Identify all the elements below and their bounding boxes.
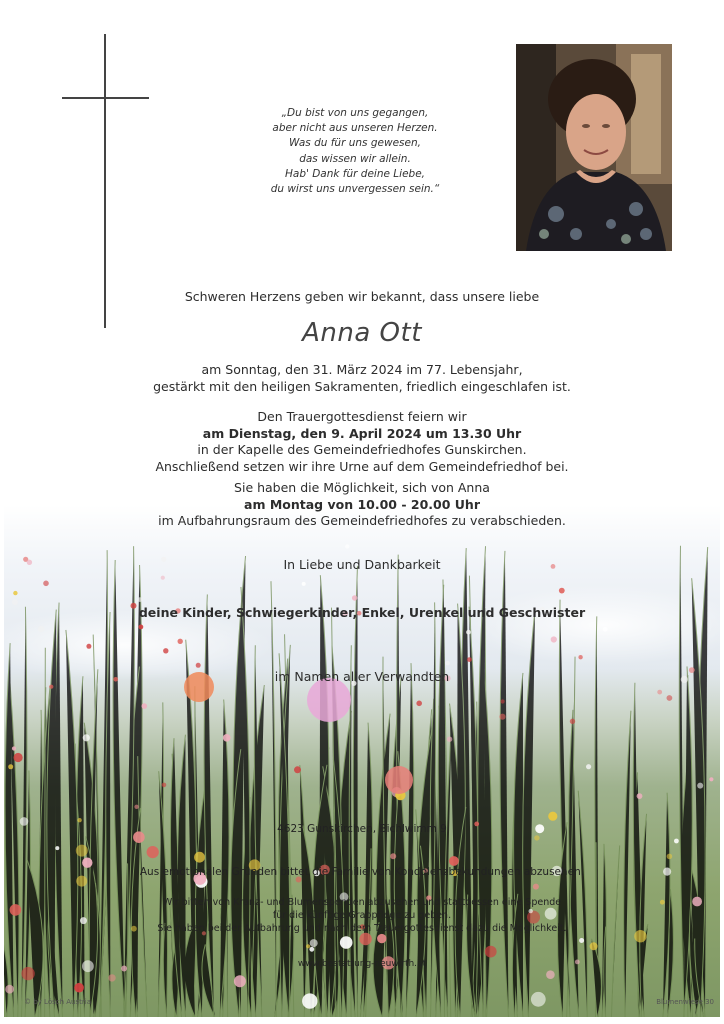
wildflower	[5, 985, 14, 994]
wildflower	[709, 777, 713, 781]
service-line: Den Trauergottesdienst feiern wir	[257, 409, 467, 424]
wildflower	[77, 818, 81, 822]
funeral-service	[0, 409, 724, 475]
wildflower	[377, 934, 386, 943]
wildflower	[548, 812, 557, 821]
wildflower	[637, 793, 643, 799]
poem-line: Was du für uns gewesen,	[289, 137, 421, 150]
wildflower	[340, 936, 353, 949]
memorial-poem	[250, 106, 460, 197]
family-line	[0, 605, 724, 622]
love-line	[0, 557, 724, 574]
wildflower-large	[385, 766, 413, 794]
wildflower	[533, 884, 539, 890]
cross-horizontal-bar	[62, 97, 149, 99]
wildflower	[74, 983, 84, 993]
wildflower	[579, 938, 584, 943]
wildflower	[134, 805, 138, 809]
wildflower	[667, 854, 673, 860]
viewing-time: am Montag von 10.00 - 20.00 Uhr	[244, 496, 480, 512]
wildflower	[534, 835, 539, 840]
wildflower	[590, 942, 598, 950]
wildflower	[161, 576, 165, 580]
wildflower	[13, 591, 17, 595]
wildflower	[345, 544, 349, 548]
family-text: deine Kinder, Schwiegerkinder, Enkel, Urenkel und Geschwister	[138, 605, 586, 620]
wildflower	[447, 737, 452, 742]
wildflower	[306, 944, 310, 948]
design-name-text: Blumenwiese 30	[656, 998, 714, 1006]
death-line: gestärkt mit den heiligen Sakramenten, friedlich eingeschlafen ist.	[153, 378, 571, 394]
wildflower	[108, 974, 115, 981]
wildflower	[352, 595, 357, 600]
wildflower	[603, 627, 608, 632]
relatives-line	[0, 669, 724, 686]
relatives-text: im Namen aller Verwandten	[274, 669, 450, 684]
wildflower	[310, 939, 318, 947]
wildflower	[501, 699, 505, 703]
wildflower	[667, 695, 673, 701]
website-link[interactable]: www.bestattung-neuwirth.at	[297, 959, 427, 969]
death-notice	[0, 362, 724, 395]
meadow-background-image	[4, 505, 720, 1017]
wildflower	[697, 783, 703, 789]
service-line: in der Kapelle des Gemeindefriedhofes Gunskirchen.	[197, 442, 527, 457]
address-line	[0, 823, 724, 836]
wildflower	[8, 764, 13, 769]
wildflower	[55, 846, 59, 850]
poem-line: das wissen wir allein.	[299, 152, 411, 165]
wildflower	[147, 846, 159, 858]
wildflower	[138, 597, 143, 602]
poem-line: du wirst uns unvergessen sein.“	[270, 183, 440, 196]
wildflower	[578, 655, 582, 659]
wildflower	[551, 636, 557, 642]
wildflower	[38, 626, 45, 633]
intro-text	[0, 289, 724, 306]
wildflower	[499, 714, 505, 720]
poem-line: „Du bist von uns gegangen,	[281, 107, 429, 119]
poem-line: Hab' Dank für deine Liebe,	[284, 167, 425, 180]
wildflower	[416, 701, 422, 707]
deceased-name: Anna Ott	[302, 318, 422, 348]
wildflower	[43, 581, 49, 587]
wildflower	[302, 582, 306, 586]
wildflower	[467, 657, 472, 662]
service-line: Anschließend setzen wir ihre Urne auf dem Gemeindefriedhof bei.	[155, 458, 569, 474]
wildflower	[14, 753, 23, 762]
wildflower	[294, 766, 301, 773]
website-line	[0, 958, 724, 971]
intro-line: Schweren Herzens geben wir bekannt, dass unsere liebe	[184, 289, 540, 304]
wildflower	[178, 639, 183, 644]
wildflower	[546, 970, 555, 979]
condolence-text: Aus emotionalen Gründen bittet die Familie von Kondolenzbekundungen abzusehen.	[139, 866, 585, 878]
wildflower	[674, 839, 679, 844]
wildflower	[194, 852, 205, 863]
wildflower	[309, 947, 314, 952]
copyright-text: © by Lösch Austria	[24, 998, 91, 1006]
wildflower	[390, 853, 396, 859]
donation-line: Sie haben bei der Aufbahrung und nach dem Trauergottesdienst dazu die Möglichkeit.	[157, 923, 567, 934]
wildflower	[445, 661, 450, 666]
wildflower	[139, 625, 144, 630]
wildflower	[466, 630, 471, 635]
wildflower	[86, 644, 91, 649]
viewing-info	[0, 480, 724, 530]
service-date: am Dienstag, den 9. April 2024 um 13.30 Uhr	[202, 425, 522, 441]
death-line: am Sonntag, den 31. März 2024 im 77. Lebensjahr,	[201, 362, 523, 377]
poem-line: aber nicht aus unseren Herzen.	[272, 122, 438, 135]
wildflower	[657, 690, 662, 695]
address-text: 4623 Gunskirchen, Bichlwimm 9	[277, 823, 447, 835]
donation-line: für die künftige Grabpflege zu geben.	[272, 910, 452, 921]
wildflower	[142, 703, 148, 709]
wildflower	[196, 663, 201, 668]
wildflower	[223, 734, 231, 742]
love-text: In Liebe und Dankbarkeit	[283, 557, 441, 572]
viewing-line: Sie haben die Möglichkeit, sich von Anna	[234, 480, 490, 495]
wildflower	[449, 856, 459, 866]
wildflower	[531, 992, 546, 1007]
wildflower	[586, 764, 591, 769]
condolence-line	[0, 866, 724, 879]
wildflower	[83, 734, 90, 741]
wildflower	[559, 588, 565, 594]
wildflower	[302, 993, 317, 1008]
wildflower	[485, 946, 497, 958]
wildflower	[570, 719, 575, 724]
wildflower	[162, 783, 167, 788]
portrait-photo	[516, 44, 672, 251]
cross-vertical-bar	[104, 34, 106, 328]
wildflower	[234, 975, 246, 987]
donation-line: Wir bitten von Kranz- und Blumenspenden abzusehen und stattdessen eine Spende	[162, 897, 562, 908]
wildflower	[163, 648, 168, 653]
donation-note	[0, 896, 724, 935]
viewing-line: im Aufbahrungsraum des Gemeindefriedhofes zu verabschieden.	[158, 513, 566, 528]
wildflower	[76, 845, 88, 857]
wildflower	[12, 746, 16, 750]
